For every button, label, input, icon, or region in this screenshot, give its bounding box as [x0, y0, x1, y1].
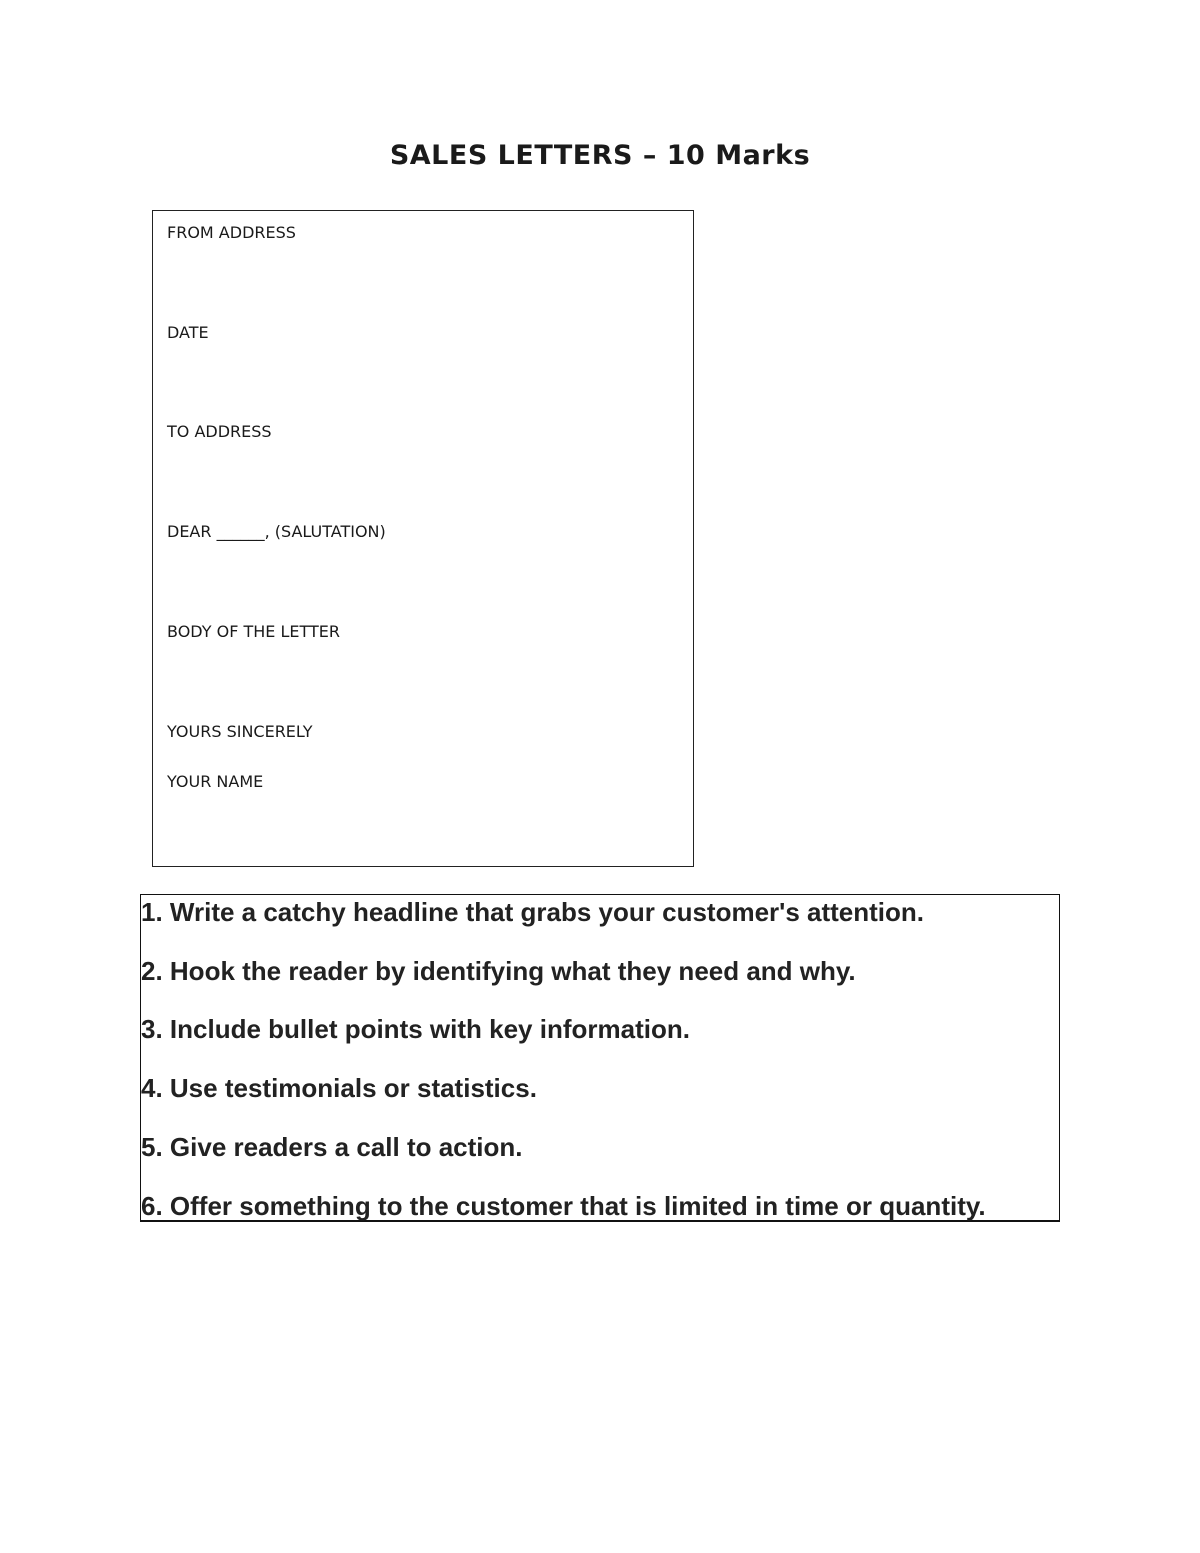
your-name-label: YOUR NAME	[167, 772, 264, 791]
date-label: DATE	[167, 323, 209, 342]
tips-box	[140, 894, 1060, 1222]
salutation-label: DEAR ______, (SALUTATION)	[167, 522, 386, 541]
closing-label: YOURS SINCERELY	[167, 722, 313, 741]
body-label: BODY OF THE LETTER	[167, 622, 340, 641]
tip-item: 5. Give readers a call to action.	[141, 1132, 523, 1162]
tip-item: 4. Use testimonials or statistics.	[141, 1073, 537, 1103]
page-title: SALES LETTERS – 10 Marks	[389, 140, 811, 171]
tip-item: 2. Hook the reader by identifying what they need and why.	[141, 956, 856, 986]
tip-item: 3. Include bullet points with key information.	[141, 1014, 690, 1044]
tip-item: 6. Offer something to the customer that is limited in time or quantity.	[141, 1191, 986, 1221]
tip-item: 1. Write a catchy headline that grabs your customer's attention.	[141, 897, 925, 927]
letter-template-box	[152, 210, 694, 867]
to-address-label: TO ADDRESS	[167, 422, 272, 441]
from-address-label: FROM ADDRESS	[167, 223, 296, 242]
